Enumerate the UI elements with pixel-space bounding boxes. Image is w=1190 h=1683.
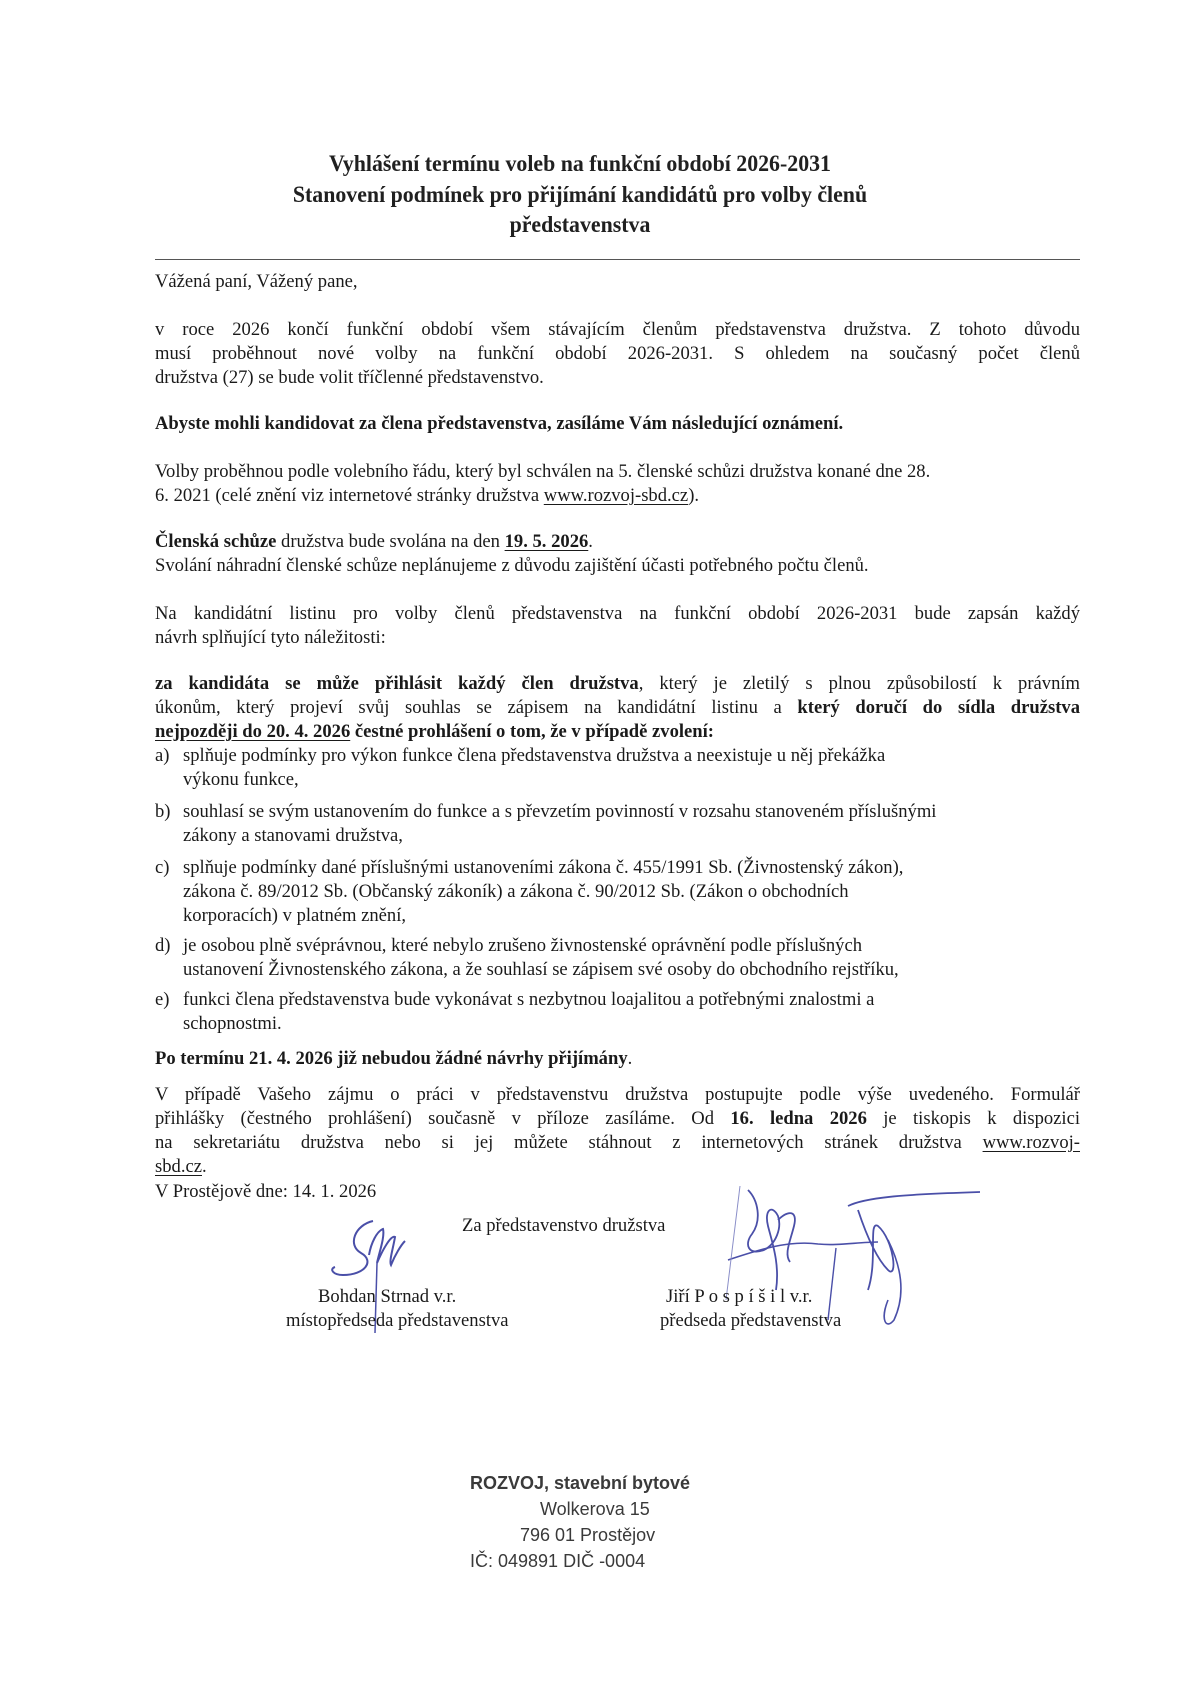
rules-line-1: Volby proběhnou podle volebního řádu, který byl schválen na 5. členské schůzi družstva konané dne 28. — [155, 461, 931, 482]
intro-line-1: v roce 2026 končí funkční období všem stávajícím členům představenstva družstva. Z tohoto důvodu — [155, 319, 1080, 340]
intro-line-3: družstva (27) se bude volit tříčlenné představenstvo. — [155, 367, 544, 388]
place-date: V Prostějově dne: 14. 1. 2026 — [155, 1181, 377, 1202]
list-marker: e) — [155, 989, 170, 1010]
meeting-note: Svolání náhradní členské schůze neplánujeme z důvodu zajištění účasti potřebného počtu členů. — [155, 555, 869, 576]
condition-text-2: úkonům, který projeví svůj souhlas se zápisem na kandidátní listinu a — [155, 697, 798, 718]
stamp-line: Wolkerova 15 — [540, 1499, 650, 1519]
item-line: zákony a stanovami družstva, — [183, 825, 403, 846]
candidate-line-1: Na kandidátní listinu pro volby členů představenstva na funkční období 2026-2031 bude zapsán každý — [155, 603, 1080, 624]
title-line-3: představenstva — [509, 212, 651, 238]
stamp-line: ROZVOJ, stavební bytové — [470, 1473, 691, 1493]
candidate-list-paragraph — [155, 602, 1080, 650]
meeting-text: družstva bude svolána na den — [276, 531, 505, 552]
condition-bold-3: čestné prohlášení o tom, že v případě zvolení: — [350, 721, 714, 742]
item-line: korporacích) v platném znění, — [183, 905, 407, 926]
meeting-end: . — [588, 531, 593, 552]
meeting-label: Členská schůze — [155, 531, 277, 552]
condition-bold-2: který doručí do sídla družstva — [797, 697, 1080, 718]
item-line: funkci člena představenstva bude vykonávat s nezbytnou loajalitou a potřebnými znalostmi a — [183, 989, 875, 1010]
company-stamp — [470, 1470, 800, 1574]
final-deadline: Po termínu 21. 4. 2026 již nebudou žádné návrhy přijímány — [155, 1048, 628, 1069]
item-line: výkonu funkce, — [183, 769, 299, 790]
list-marker: c) — [155, 857, 170, 878]
title-divider — [155, 259, 1080, 260]
condition-bold-1: za kandidáta se může přihlásit každý člen družstva — [155, 673, 639, 694]
meeting-paragraph — [155, 530, 1080, 578]
rules-line-2: 6. 2021 (celé znění viz internetové stránky družstva — [155, 485, 544, 506]
intro-line-2: musí proběhnout nové volby na funkční období 2026-2031. S ohledem na současný počet členů — [155, 343, 1080, 364]
item-line: souhlasí se svým ustanovením do funkce a s převzetím povinností v rozsahu stanoveném příslušnými — [183, 801, 937, 822]
list-marker: b) — [155, 801, 171, 822]
stamp-line: 796 01 Prostějov — [520, 1525, 656, 1545]
signatory-name: Bohdan Strnad v.r. — [318, 1286, 457, 1307]
meeting-date: 19. 5. 2026 — [504, 531, 589, 552]
item-line: splňuje podmínky pro výkon funkce člena představenstva družstva a neexistuje u něj překážka — [183, 745, 886, 766]
title-line-2: Stanovení podmínek pro přijímání kandidátů pro volby členů — [292, 182, 868, 208]
title-line-1: Vyhlášení termínu voleb na funkční období 2026-2031 — [329, 151, 831, 177]
on-behalf-label: Za představenstvo družstva — [462, 1215, 666, 1236]
item-line: ustanovení Živnostenského zákona, a že souhlasí se zápisem své osoby do obchodního rejstříku, — [183, 959, 899, 980]
interest-end: . — [201, 1156, 207, 1177]
deadline-end: . — [627, 1048, 633, 1069]
interest-line-2b: je tiskopis k dispozici — [866, 1108, 1080, 1129]
stamp-line: IČ: 049891 DIČ -0004 — [470, 1551, 646, 1571]
condition-paragraph — [155, 672, 1080, 744]
deadline-paragraph — [155, 1047, 1080, 1071]
list-marker: d) — [155, 935, 171, 956]
website-link-part2[interactable]: sbd.cz — [155, 1156, 202, 1177]
item-line: splňuje podmínky dané příslušnými ustanoveními zákona č. 455/1991 Sb. (Živnostenský zákon), — [183, 857, 904, 878]
website-link[interactable]: www.rozvoj-sbd.cz — [543, 485, 689, 506]
submission-deadline: nejpozději do 20. 4. 2026 — [155, 721, 351, 742]
form-availability-date: 16. ledna 2026 — [730, 1108, 867, 1129]
interest-line-2a: přihlášky (čestného prohlášení) současně v příloze zasíláme. Od — [155, 1108, 731, 1129]
interest-line-3: na sekretariátu družstva nebo si jej můžete stáhnout z internetových stránek družstva — [155, 1132, 983, 1153]
rules-paragraph — [155, 460, 1080, 508]
item-line: je osobou plně svéprávnou, které nebylo zrušeno živnostenské oprávnění podle příslušných — [183, 935, 863, 956]
signatory-role: předseda představenstva — [660, 1310, 842, 1331]
intro-paragraph — [155, 318, 1080, 390]
interest-line-1: V případě Vašeho zájmu o práci v představenstvu družstva postupujte podle výše uvedeného. Formulář — [155, 1084, 1080, 1105]
signatory-name: Jiří P o s p í š i l v.r. — [666, 1286, 813, 1307]
condition-text-1: , který je zletilý s plnou způsobilostí k právním — [638, 673, 1080, 694]
salutation: Vážená paní, Vážený pane, — [155, 271, 358, 292]
signatory-role: místopředseda představenstva — [286, 1310, 509, 1331]
candidate-line-2: návrh splňující tyto náležitosti: — [155, 627, 386, 648]
rules-line-end: ). — [688, 485, 700, 506]
interest-paragraph — [155, 1083, 1080, 1179]
notice-bold: Abyste mohli kandidovat za člena představenstva, zasíláme Vám následující oznámení. — [155, 413, 844, 434]
list-marker: a) — [155, 745, 170, 766]
item-line: zákona č. 89/2012 Sb. (Občanský zákoník) a zákona č. 90/2012 Sb. (Zákon o obchodních — [183, 881, 849, 902]
item-line: schopnostmi. — [183, 1013, 282, 1034]
website-link-part1[interactable]: www.rozvoj- — [982, 1132, 1080, 1153]
